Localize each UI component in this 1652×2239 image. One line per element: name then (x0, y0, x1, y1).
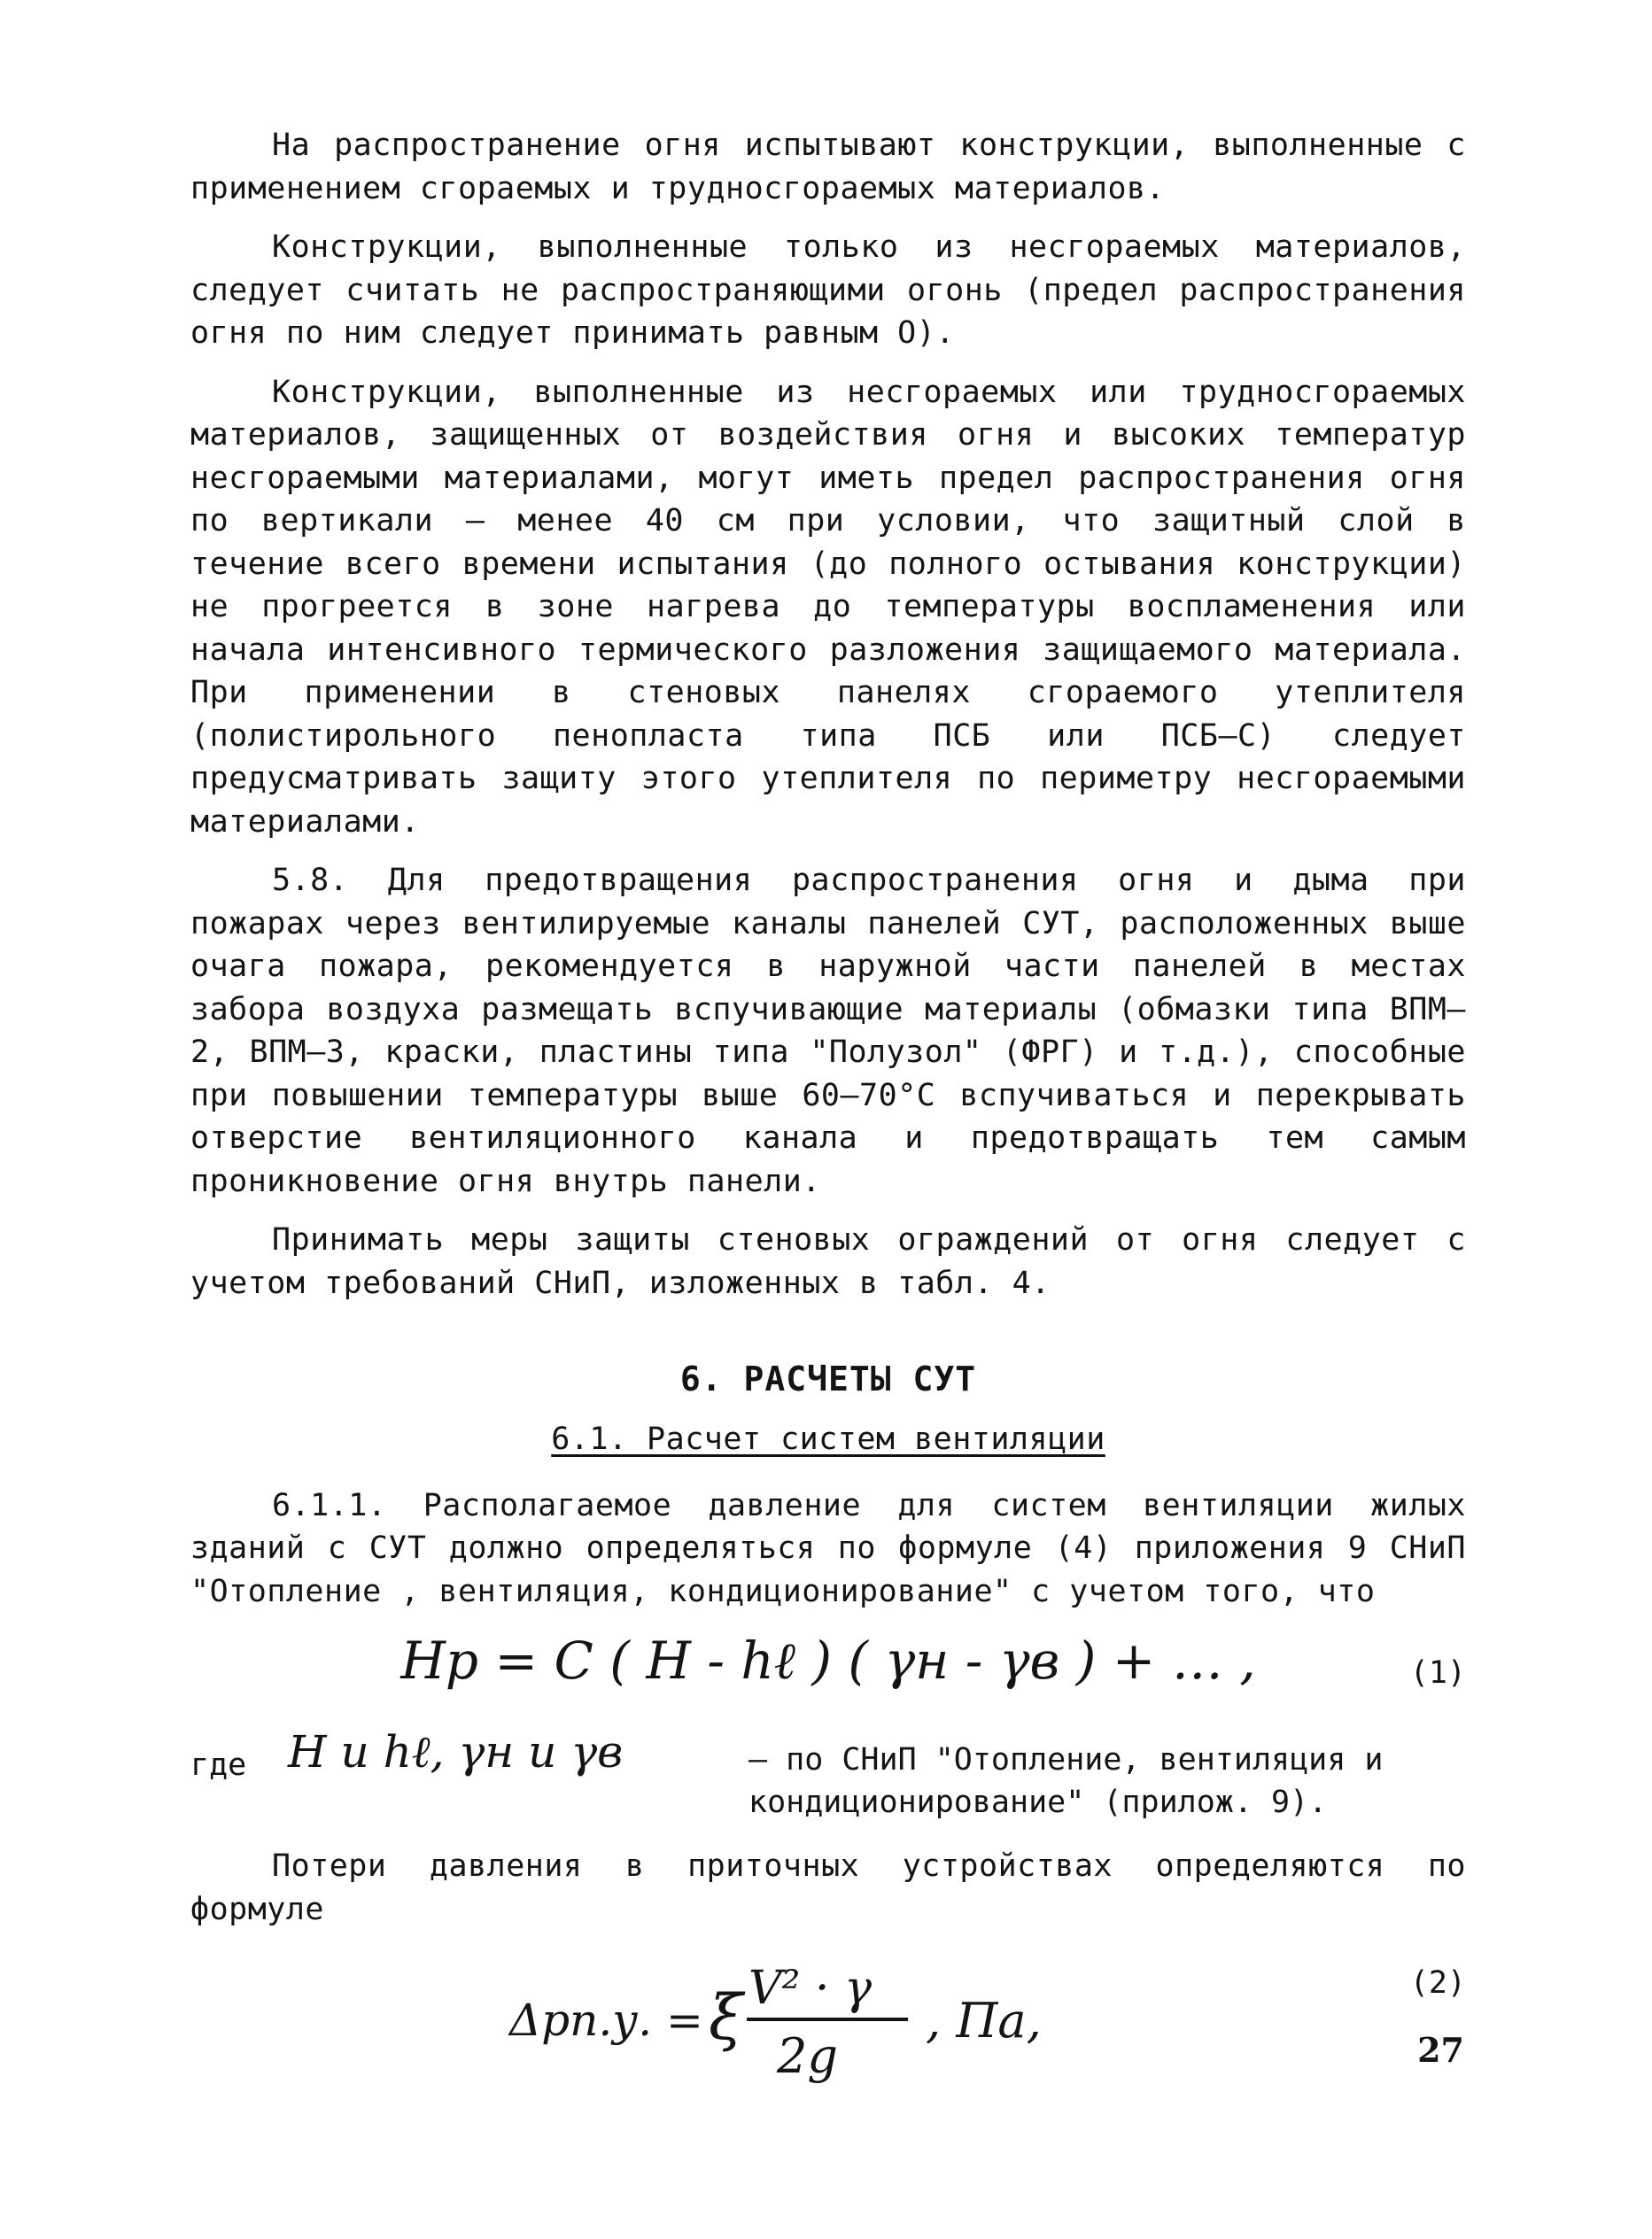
formula-2-number: (2) (1409, 1965, 1466, 2001)
paragraph-protected-structures: Конструкции, выполненные из несгораемых или трудносгораемых материалов, защищенных от воздействия огня и высоких температур несгораемыми материалами, могут иметь предел распространения огня по вертикали – менее 40 см при условии, что защитный слой в течение всего времени испытания (до полного остывания конструкции) не прогреется в зоне нагрева до температуры воспламенения или начала интенсивного термического разложения защищаемого материала. При применении в стеновых панелях сгораемого утеплителя (полистирольного пенопласта типа ПСБ или ПСБ–С) следует предусматривать защиту этого утеплителя по периметру несгораемыми материалами. (190, 374, 1466, 840)
formula-2-numerator: V² · γ (748, 1962, 873, 2015)
paragraph-fire-spread: На распространение огня испытывают конструкции, выполненные с применением сгораемых и трудносгораемых материалов. (190, 128, 1466, 206)
paragraph-noncombustible: Конструкции, выполненные только из несгораемых материалов, следует считать не распространяющими огонь (предел распространения огня по ним следует принимать равным О). (190, 229, 1466, 351)
paragraph-5-8: 5.8. Для предотвращения распространения огня и дыма при пожарах через вентилируемые каналы панелей СУТ, расположенных выше очага пожара, рекомендуется в наружной части панелей в местах забора воздуха размещать вспучивающие материалы (обмазки типа ВПМ–2, ВПМ–3, краски, пластины типа "Полузол" (ФРГ) и т.д.), способные при повышении температуры выше 60–70°С вспучиваться и перекрывать отверстие вентиляционного канала и предотвращать тем самым проникновение огня внутрь панели. (190, 863, 1466, 1199)
formula-2-coef: ξ (709, 1981, 743, 2054)
section-title: 6. РАСЧЕТЫ СУТ (679, 1360, 977, 1398)
page-number: 27 (1417, 2030, 1464, 2070)
where-block (190, 1726, 1466, 1829)
where-label: где (190, 1747, 247, 1783)
where-variables: H и hℓ, γн и γв (288, 1726, 624, 1778)
subsection-title: 6.1. Расчет систем вентиляции (551, 1422, 1105, 1457)
formula-1: Hp = C ( H - hℓ ) ( γн - γв ) + … , (400, 1631, 1256, 1691)
formula-2-denominator: 2g (777, 2028, 838, 2084)
formula-1-row (190, 1613, 1466, 1728)
paragraph-pressure-losses: Потери давления в приточных устройствах определяются по формуле (190, 1848, 1466, 1927)
formula-1-number: (1) (1409, 1655, 1466, 1691)
formula-2-unit: , Па, (926, 1993, 1042, 2049)
formula-2-lhs: Δpп.у. = (509, 1995, 703, 2046)
paragraph-protection-measures: Принимать меры защиты стеновых ограждений от огня следует с учетом требований СНиП, изложенных в табл. 4. (190, 1222, 1466, 1301)
formula-2 (190, 1931, 1466, 2099)
formula-2-row (190, 1931, 1466, 2099)
page-content (190, 124, 1466, 2099)
where-description: – по СНиП "Отопление, вентиляция и кондиционирование" (прилож. 9). (748, 1742, 1384, 1820)
paragraph-6-1-1: 6.1.1. Располагаемое давление для систем вентиляции жилых зданий с СУТ должно определяться по формуле (4) приложения 9 СНиП "Отопление , вентиляция, кондиционирование" с учетом того, что (190, 1487, 1466, 1609)
